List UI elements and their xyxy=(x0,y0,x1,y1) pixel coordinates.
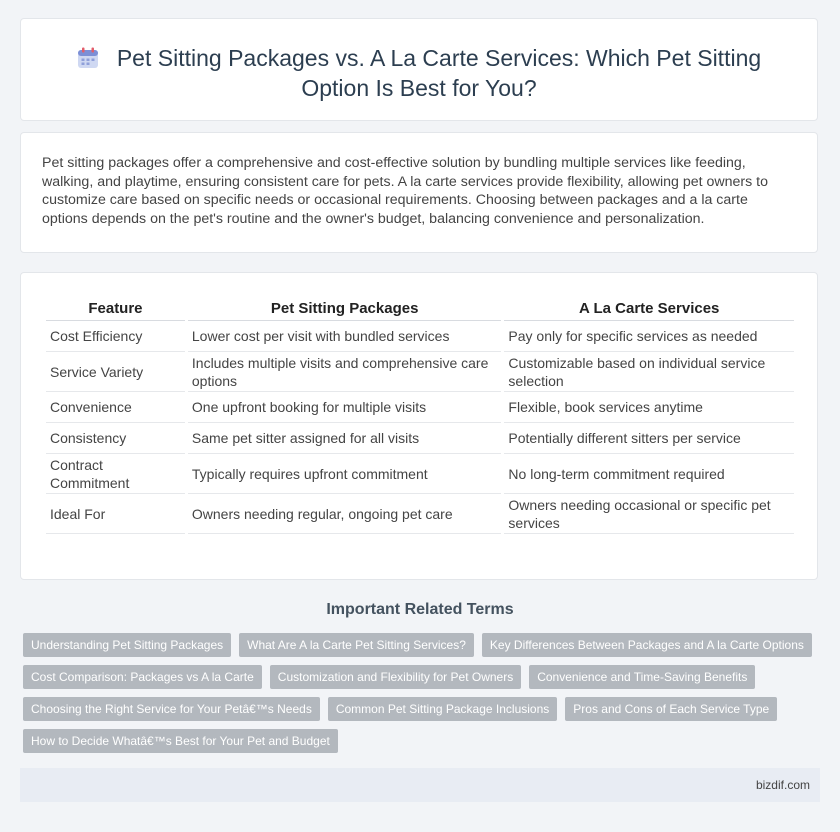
packages-cell: One upfront booking for multiple visits xyxy=(188,392,502,423)
packages-cell: Typically requires upfront commitment xyxy=(188,454,502,494)
related-terms xyxy=(23,633,823,761)
term-chip[interactable]: Convenience and Time-Saving Benefits xyxy=(529,665,755,689)
footer-site[interactable]: bizdif.com xyxy=(755,778,810,792)
term-chip[interactable]: How to Decide Whatâ€™s Best for Your Pet and Budget xyxy=(23,729,338,753)
term-row xyxy=(23,633,823,657)
header-card xyxy=(20,18,818,121)
table-row xyxy=(46,321,794,352)
comparison-table xyxy=(43,296,797,534)
table-header-row xyxy=(46,296,794,321)
term-chip[interactable]: What Are A la Carte Pet Sitting Services? xyxy=(239,633,474,657)
term-chip[interactable]: Choosing the Right Service for Your Petâ€™s Needs xyxy=(23,697,320,721)
table-row xyxy=(46,494,794,534)
packages-cell: Includes multiple visits and comprehensive care options xyxy=(188,352,502,392)
feature-cell: Convenience xyxy=(46,392,185,423)
table-row xyxy=(46,392,794,423)
term-chip[interactable]: Understanding Pet Sitting Packages xyxy=(23,633,231,657)
feature-cell: Contract Commitment xyxy=(46,454,185,494)
header-a-la-carte: A La Carte Services xyxy=(504,296,794,321)
packages-cell: Lower cost per visit with bundled services xyxy=(188,321,502,352)
header-packages: Pet Sitting Packages xyxy=(188,296,502,321)
related-terms-heading: Important Related Terms xyxy=(326,601,514,618)
term-chip[interactable]: Pros and Cons of Each Service Type xyxy=(565,697,777,721)
title-wrap xyxy=(21,43,817,103)
table-row xyxy=(46,423,794,454)
packages-cell: Owners needing regular, ongoing pet care xyxy=(188,494,502,534)
a-la-carte-cell: Pay only for specific services as needed xyxy=(504,321,794,352)
feature-cell: Ideal For xyxy=(46,494,185,534)
page-title xyxy=(61,43,777,103)
a-la-carte-cell: Flexible, book services anytime xyxy=(504,392,794,423)
footer xyxy=(20,768,820,802)
term-row xyxy=(23,665,823,689)
feature-cell: Consistency xyxy=(46,423,185,454)
calendar-icon xyxy=(77,47,99,69)
term-chip[interactable]: Common Pet Sitting Package Inclusions xyxy=(328,697,557,721)
table-row xyxy=(46,454,794,494)
header-feature: Feature xyxy=(46,296,185,321)
table-row xyxy=(46,352,794,392)
a-la-carte-cell: Customizable based on individual service selection xyxy=(504,352,794,392)
feature-cell: Service Variety xyxy=(46,352,185,392)
a-la-carte-cell: Potentially different sitters per service xyxy=(504,423,794,454)
intro-card xyxy=(20,132,818,253)
comparison-card xyxy=(20,272,818,580)
a-la-carte-cell: Owners needing occasional or specific pet services xyxy=(504,494,794,534)
a-la-carte-cell: No long-term commitment required xyxy=(504,454,794,494)
term-row xyxy=(23,697,823,721)
intro-paragraph: Pet sitting packages offer a comprehensive and cost-effective solution by bundling multiple services like feeding, walking, and playtime, ensuring consistent care for pets. A la carte services provide flexibility, allowing pet owners to customize care based on specific needs or occasional requirements. Choosing between packages and a la carte options depends on the pet's routine and the owner's budget, balancing convenience and personalization. xyxy=(42,155,769,227)
feature-cell: Cost Efficiency xyxy=(46,321,185,352)
term-chip[interactable]: Cost Comparison: Packages vs A la Carte xyxy=(23,665,262,689)
term-row xyxy=(23,729,823,753)
packages-cell: Same pet sitter assigned for all visits xyxy=(188,423,502,454)
term-chip[interactable]: Key Differences Between Packages and A la Carte Options xyxy=(482,633,812,657)
term-chip[interactable]: Customization and Flexibility for Pet Owners xyxy=(270,665,521,689)
page-title-text: Pet Sitting Packages vs. A La Carte Services: Which Pet Sitting Option Is Best for You? xyxy=(116,45,762,101)
